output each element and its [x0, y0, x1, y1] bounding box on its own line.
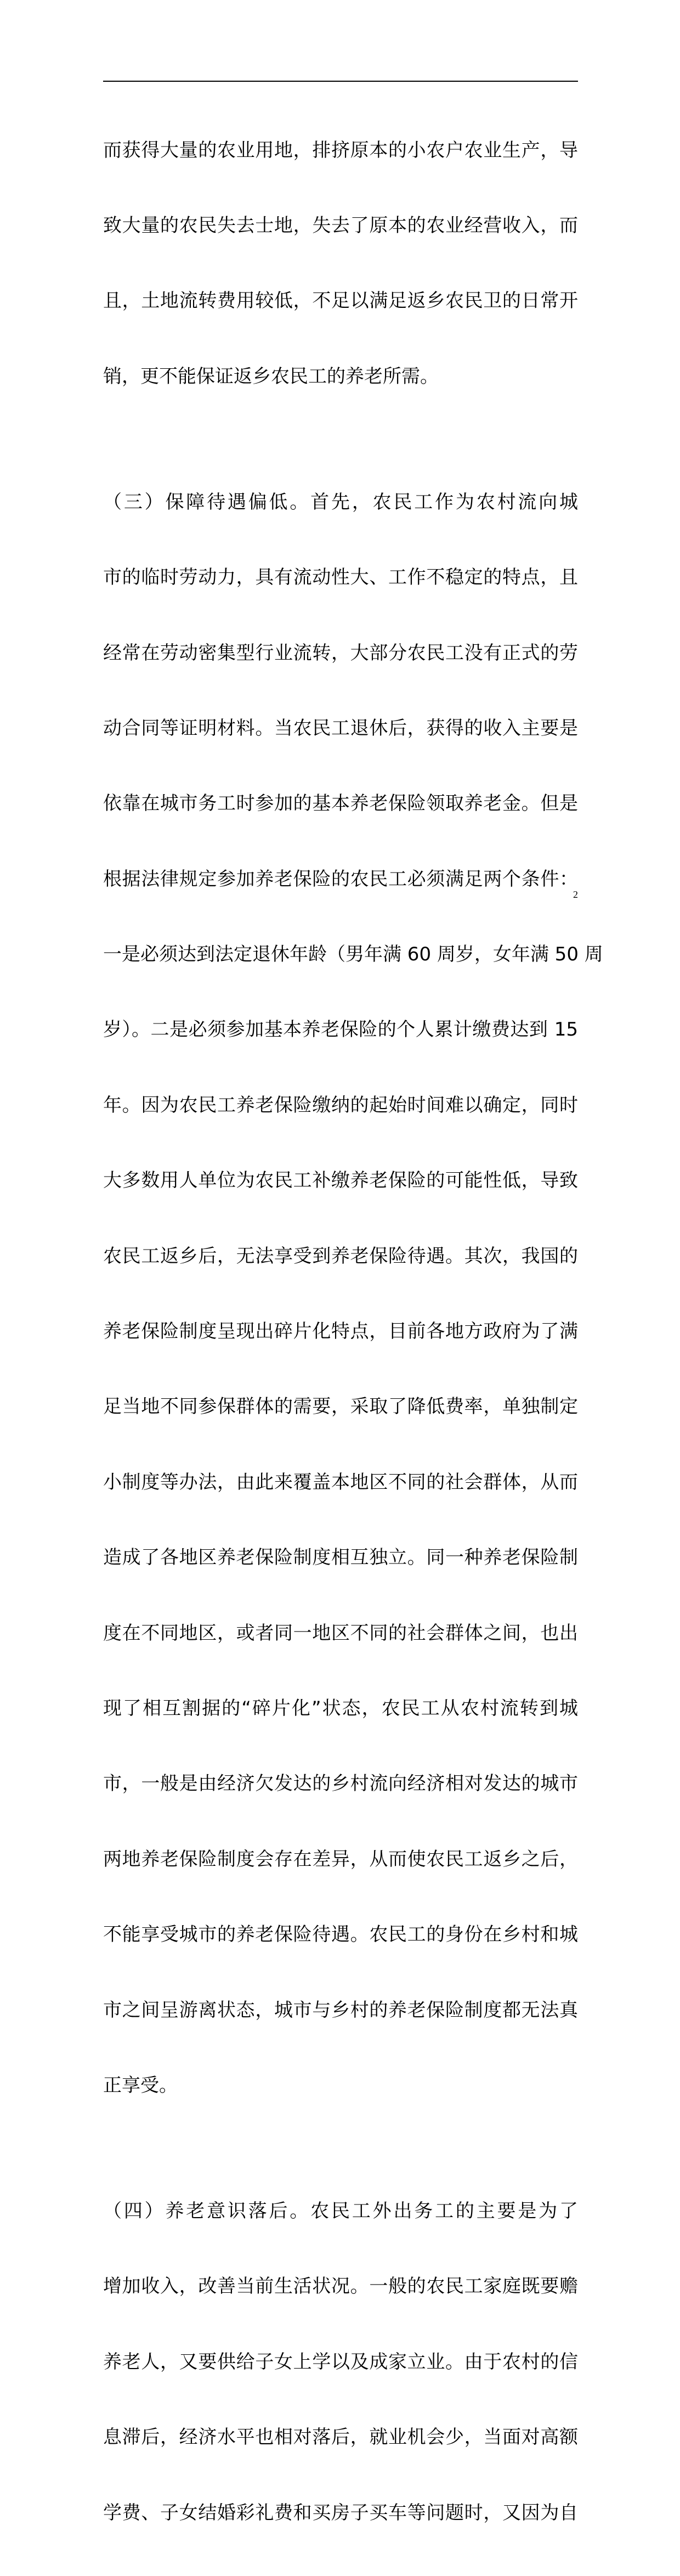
text-line: 依靠在城市务工时参加的基本养老保险领取养老金。但是: [103, 792, 578, 815]
text-line: 市之间呈游离状态，城市与乡村的养老保险制度都无法真: [103, 1999, 578, 2021]
text-line: 增加收入，改善当前生活状况。一般的农民工家庭既要赡: [103, 2275, 578, 2298]
text-line: 市，一般是由经济欠发达的乡村流向经济相对发达的城市: [103, 1773, 578, 1795]
text-line: 足当地不同参保群体的需要，采取了降低费率，单独制定: [103, 1396, 578, 1418]
text-line: 度在不同地区，或者同一地区不同的社会群体之间，也出: [103, 1622, 578, 1644]
body-text: [103, 88, 603, 2576]
text-line: 养老人，又要供给子女上学以及成家立业。由于农村的信: [103, 2350, 578, 2373]
text-line: 造成了各地区养老保险制度相互独立。同一种养老保险制: [103, 1546, 578, 1569]
text-line: 一是必须达到法定退休年龄（男年满 60 周岁，女年满 50 周: [103, 943, 603, 966]
text-line: （三）保障待遇偏低。首先，农民工作为农村流向城: [103, 491, 578, 513]
text-line: 养老保险制度呈现出碎片化特点，目前各地方政府为了满: [103, 1320, 578, 1343]
text-line: 息滞后，经济水平也相对落后，就业机会少，当面对高额: [103, 2426, 578, 2449]
text-line: 销，更不能保证返乡农民工的养老所需。: [103, 365, 439, 387]
paragraph-2: [103, 440, 603, 2148]
text-line: 现了相互割据的“碎片化”状态，农民工从农村流转到城: [103, 1697, 578, 1719]
text-line: 且，土地流转费用较低，不足以满足返乡农民卫的日常开: [103, 290, 578, 312]
text-line: 动合同等证明材料。当农民工退休后，获得的收入主要是: [103, 717, 578, 739]
text-line: 根据法律规定参加养老保险的农民工必须满足两个条件：: [103, 868, 578, 890]
text-line: 不能享受城市的养老保险待遇。农民工的身份在乡村和城: [103, 1923, 578, 1946]
text-line: 年。因为农民工养老保险缴纳的起始时间难以确定，同时: [103, 1094, 578, 1116]
text-line: 农民工返乡后，无法享受到养老保险待遇。其次，我国的: [103, 1245, 578, 1267]
paragraph-1: [103, 88, 578, 440]
text-line: 小制度等办法，由此来覆盖本地区不同的社会群体，从而: [103, 1471, 578, 1493]
text-line: 大多数用人单位为农民工补缴养老保险的可能性低，导致: [103, 1169, 578, 1192]
text-line: 而获得大量的农业用地，排挤原本的小农户农业生产，导: [103, 139, 578, 161]
text-line: 正享受。: [103, 2074, 178, 2096]
text-line: 学费、子女结婚彩礼费和买房子买车等问题时，又因为自: [103, 2501, 578, 2524]
text-line: 岁）。二是必须参加基本养老保险的个人累计缴费达到 15: [103, 1019, 578, 1041]
text-line: 市的临时劳动力，具有流动性大、工作不稳定的特点，且: [103, 566, 578, 589]
paragraph-3: [103, 2148, 578, 2576]
text-line: 两地养老保险制度会存在差异，从而使农民工返乡之后，: [103, 1848, 578, 1870]
header-rule: [103, 81, 578, 82]
text-line: （四）养老意识落后。农民工外出务工的主要是为了: [103, 2200, 578, 2222]
page-number: 2: [573, 889, 578, 900]
text-line: 经常在劳动密集型行业流转，大部分农民工没有正式的劳: [103, 642, 578, 664]
text-line: 致大量的农民失去士地，失去了原本的农业经营收入，而: [103, 214, 578, 237]
